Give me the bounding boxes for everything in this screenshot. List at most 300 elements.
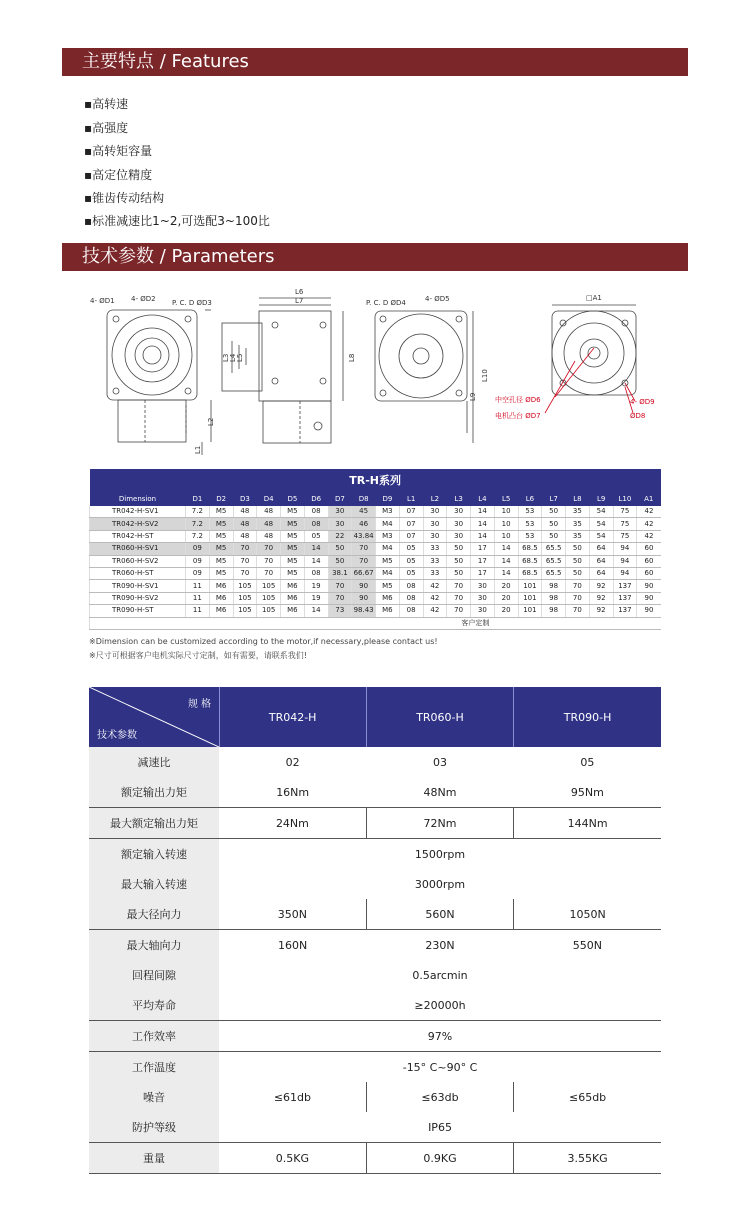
dim-cell: 17 (471, 567, 495, 579)
value-cell: 72Nm (366, 808, 513, 839)
dim-cell: 50 (328, 543, 352, 555)
dim-cell: 35 (566, 506, 590, 518)
dim-cell: 17 (471, 543, 495, 555)
dim-cell: 07 (399, 530, 423, 542)
feature-item: ▪高转速 (84, 97, 129, 111)
dim-cell: M6 (281, 580, 305, 592)
value-cell: 97% (219, 1021, 661, 1052)
dim-cell: 101 (518, 580, 542, 592)
dim-header-cell: D6 (304, 492, 328, 506)
dim-cell: 11 (186, 592, 210, 604)
dim-cell: 05 (399, 543, 423, 555)
label-l7: L7 (295, 297, 304, 305)
dim-cell: 05 (399, 555, 423, 567)
dim-cell: 70 (352, 555, 376, 567)
dim-cell: 60 (637, 555, 661, 567)
dim-cell: 70 (352, 543, 376, 555)
dim-cell: M6 (376, 605, 400, 617)
dim-cell: M6 (209, 605, 233, 617)
dim-cell: 60 (637, 543, 661, 555)
dim-cell: 17 (471, 555, 495, 567)
dim-header-cell: D9 (376, 492, 400, 506)
dim-cell: 50 (542, 530, 566, 542)
dim-table-row (90, 592, 661, 604)
dim-table-row (90, 555, 661, 567)
value-cell: 1500rpm (414, 847, 466, 861)
dim-cell: 14 (471, 506, 495, 518)
dim-cell: 33 (423, 567, 447, 579)
label-l10: L10 (481, 369, 489, 382)
label-d5: 4- ØD5 (425, 295, 450, 303)
row-label: 重量 (89, 1143, 219, 1174)
value-cell: 550N (572, 938, 602, 952)
dim-cell: 70 (447, 580, 471, 592)
dim-cell: 90 (637, 592, 661, 604)
dim-cell: 137 (613, 592, 637, 604)
dim-cell: 50 (447, 555, 471, 567)
dim-cell: 48 (233, 530, 257, 542)
dim-cell: M5 (209, 555, 233, 567)
dim-cell: 50 (566, 567, 590, 579)
dim-cell: M5 (281, 567, 305, 579)
dim-cell: 43.84 (352, 530, 376, 542)
dim-cell: 64 (589, 543, 613, 555)
dim-table-row (90, 567, 661, 579)
dim-cell: 33 (423, 555, 447, 567)
dim-cell: M5 (281, 530, 305, 542)
dim-cell: 30 (328, 518, 352, 530)
label-d3: P. C. D ØD3 (172, 299, 212, 307)
row-temp (89, 1052, 661, 1083)
dim-cell: 53 (518, 518, 542, 530)
dim-cell: 09 (186, 543, 210, 555)
row-label: 额定输出力矩 (89, 777, 219, 808)
value-cell: 160N (278, 938, 308, 952)
dim-cell: 42 (423, 605, 447, 617)
note-chinese: ※尺寸可根据客户电机实际尺寸定制，如有需要，请联系我们! (89, 651, 307, 660)
dim-cell: 65.5 (542, 543, 566, 555)
dim-cell: M5 (281, 506, 305, 518)
dim-cell: 30 (447, 506, 471, 518)
dim-cell: M6 (281, 592, 305, 604)
row-weight (89, 1143, 661, 1174)
dim-cell: 70 (447, 592, 471, 604)
parameter-table (89, 687, 661, 1174)
dim-cell: 48 (233, 506, 257, 518)
dim-cell: 11 (186, 580, 210, 592)
dim-header-cell: L1 (399, 492, 423, 506)
dim-cell: 70 (328, 580, 352, 592)
dim-cell: M4 (376, 518, 400, 530)
dim-cell: M6 (281, 605, 305, 617)
row-rated-torque (89, 777, 661, 808)
dim-cell: 66.67 (352, 567, 376, 579)
dim-cell: 20 (494, 592, 518, 604)
label-l1: L1 (194, 445, 202, 454)
feature-item: ▪高强度 (84, 121, 129, 135)
row-protection (89, 1112, 661, 1143)
dim-header-cell: L6 (518, 492, 542, 506)
label-d8: ØD8 (630, 412, 646, 420)
dim-header-cell: L2 (423, 492, 447, 506)
dim-cell: 08 (304, 506, 328, 518)
dim-cell: 30 (471, 580, 495, 592)
row-backlash (89, 960, 661, 990)
dim-cell: 70 (257, 543, 281, 555)
dim-header-cell: D4 (257, 492, 281, 506)
dim-cell: 75 (613, 518, 637, 530)
dim-cell: 105 (233, 592, 257, 604)
dim-cell: M5 (209, 567, 233, 579)
dim-header-cell: L7 (542, 492, 566, 506)
dim-cell: 09 (186, 567, 210, 579)
dim-cell: 14 (494, 555, 518, 567)
row-label: 最大径向力 (89, 899, 219, 930)
row-label: 额定输入转速 (89, 839, 219, 870)
row-label: 工作效率 (89, 1021, 219, 1052)
dim-table-row (90, 543, 661, 555)
dim-cell: 54 (589, 530, 613, 542)
value-cell: 16Nm (219, 777, 366, 808)
dim-cell: M6 (376, 592, 400, 604)
dim-row-name: TR060-H-ST (90, 567, 186, 579)
dim-header-cell: L8 (566, 492, 590, 506)
label-a1: □A1 (586, 294, 602, 302)
dim-cell: 70 (257, 567, 281, 579)
dim-row-name: TR042-H-SV1 (90, 506, 186, 518)
value-cell: 24Nm (219, 808, 366, 839)
value-cell: ≤61db (273, 1090, 311, 1104)
row-label: 平均寿命 (89, 990, 219, 1021)
note-english: ※Dimension can be customized according to the motor,if necessary,please contact us! (89, 637, 438, 646)
dim-cell: 10 (494, 506, 518, 518)
feature-item: ▪锥齿传动结构 (84, 191, 165, 205)
dim-cell: M5 (209, 530, 233, 542)
dim-table-row (90, 580, 661, 592)
dim-cell: 94 (613, 567, 637, 579)
dim-cell: 105 (257, 592, 281, 604)
dim-table-header (90, 492, 661, 506)
value-cell: 02 (285, 755, 300, 769)
dim-cell: M5 (209, 543, 233, 555)
dim-header-cell: D5 (281, 492, 305, 506)
dim-cell: 70 (328, 592, 352, 604)
dim-cell: 70 (566, 605, 590, 617)
dim-cell: 42 (637, 530, 661, 542)
dim-cell: 70 (447, 605, 471, 617)
dim-cell: 08 (399, 580, 423, 592)
label-l3: L3 (222, 353, 230, 362)
dim-cell: M3 (376, 530, 400, 542)
dim-cell: M5 (209, 506, 233, 518)
dim-cell: 48 (233, 518, 257, 530)
label-d4: P. C. D ØD4 (366, 299, 406, 307)
value-cell: 0.9KG (366, 1143, 513, 1174)
value-cell: 0.5arcmin (412, 968, 468, 982)
dim-row-name: TR090-H-SV1 (90, 580, 186, 592)
dim-cell: 137 (613, 605, 637, 617)
dim-cell: 90 (352, 580, 376, 592)
dim-cell: 68.5 (518, 567, 542, 579)
dim-cell: 50 (447, 543, 471, 555)
dim-cell: 60 (637, 567, 661, 579)
value-cell: 144Nm (514, 808, 661, 839)
row-max-speed (89, 869, 661, 899)
dim-cell: 42 (637, 518, 661, 530)
dim-cell: 53 (518, 506, 542, 518)
dim-cell: 54 (589, 506, 613, 518)
dim-header-cell: L9 (589, 492, 613, 506)
dim-cell: 92 (589, 580, 613, 592)
dim-cell: 73 (328, 605, 352, 617)
dim-table-row (90, 530, 661, 542)
dim-table-title: TR-H系列 (90, 469, 661, 492)
dim-cell: 08 (399, 592, 423, 604)
row-life (89, 990, 661, 1021)
dim-cell: 08 (399, 605, 423, 617)
value-cell: 3000rpm (414, 877, 466, 891)
dim-header-cell: D7 (328, 492, 352, 506)
dim-cell: 92 (589, 592, 613, 604)
dim-cell: 70 (233, 567, 257, 579)
dim-cell: 50 (328, 555, 352, 567)
dim-cell: 64 (589, 555, 613, 567)
dim-cell: 50 (542, 506, 566, 518)
dim-cell: 137 (613, 580, 637, 592)
dim-cell: 30 (328, 506, 352, 518)
dim-header-cell: A1 (637, 492, 661, 506)
label-l2: L2 (207, 417, 215, 426)
dim-cell: M6 (209, 580, 233, 592)
value-cell: 0.5KG (219, 1143, 366, 1174)
row-radial (89, 899, 661, 930)
dim-cell: 14 (471, 518, 495, 530)
dim-cell: 70 (233, 555, 257, 567)
row-label: 噪音 (89, 1082, 219, 1112)
dim-cell: 75 (613, 506, 637, 518)
row-rated-speed (89, 839, 661, 870)
dim-cell: M5 (209, 518, 233, 530)
dim-table-body (90, 506, 661, 617)
row-axial (89, 930, 661, 961)
corner-top-label: 规 格 (187, 699, 211, 710)
dim-cell: 22 (328, 530, 352, 542)
value-cell: 560N (366, 899, 513, 930)
flange-view-drawing (552, 305, 636, 395)
value-cell: -15° C~90° C (402, 1060, 478, 1074)
dim-cell: 48 (257, 530, 281, 542)
dim-cell: 50 (447, 567, 471, 579)
dim-cell: 30 (423, 506, 447, 518)
corner-cell (89, 687, 219, 747)
label-d2: 4- ØD2 (131, 295, 156, 303)
label-l8: L8 (348, 353, 356, 362)
value-cell: ≤63db (366, 1082, 513, 1112)
value-cell: 95Nm (514, 777, 661, 808)
dim-cell: 08 (304, 518, 328, 530)
dim-cell: M5 (281, 543, 305, 555)
dim-cell: M5 (281, 555, 305, 567)
label-d6: 中空孔径 ØD6 (495, 396, 541, 404)
dim-cell: 65.5 (542, 555, 566, 567)
dim-header-cell: D8 (352, 492, 376, 506)
dim-cell: 45 (352, 506, 376, 518)
parameters-title: 技术参数 / Parameters (82, 246, 275, 267)
row-label: 最大额定输出力矩 (89, 808, 219, 839)
row-label: 工作温度 (89, 1052, 219, 1083)
dim-cell: 94 (613, 543, 637, 555)
dim-cell: 14 (494, 543, 518, 555)
dim-cell: 70 (566, 580, 590, 592)
value-cell: 3.55KG (514, 1143, 661, 1174)
dim-header-cell: D1 (186, 492, 210, 506)
label-l6: L6 (295, 288, 304, 296)
dim-cell: 65.5 (542, 567, 566, 579)
dim-cell: 54 (589, 518, 613, 530)
dim-cell: 19 (304, 592, 328, 604)
value-cell: IP65 (219, 1112, 661, 1143)
dim-header-cell: L5 (494, 492, 518, 506)
dim-cell: 11 (186, 605, 210, 617)
dim-cell: 30 (471, 592, 495, 604)
dim-cell: 08 (304, 567, 328, 579)
dim-cell: M3 (376, 506, 400, 518)
dim-cell: 10 (494, 530, 518, 542)
dim-cell: 05 (399, 567, 423, 579)
model-header: TR090-H (514, 687, 661, 747)
dim-cell: 14 (304, 555, 328, 567)
dim-header-cell: D3 (233, 492, 257, 506)
param-table-header (89, 687, 661, 747)
dim-cell: 68.5 (518, 543, 542, 555)
label-d1: 4- ØD1 (90, 297, 115, 305)
label-d7: 电机凸台 ØD7 (495, 412, 541, 420)
dim-cell: M5 (376, 580, 400, 592)
dim-cell: 70 (233, 543, 257, 555)
row-label: 最大输入转速 (89, 869, 219, 899)
dim-cell: 30 (423, 518, 447, 530)
dim-table-row (90, 518, 661, 530)
dim-row-name: TR090-H-SV2 (90, 592, 186, 604)
corner-bottom-label: 技术参数 (97, 730, 137, 741)
front-view-drawing (107, 310, 211, 455)
dimension-table (89, 469, 661, 630)
label-l5: L5 (236, 353, 244, 362)
dim-cell: 35 (566, 518, 590, 530)
label-l9: L9 (469, 392, 477, 401)
dim-cell: 105 (233, 580, 257, 592)
dim-cell: 101 (518, 592, 542, 604)
dim-table-row (90, 506, 661, 518)
dim-cell: 14 (304, 543, 328, 555)
row-label: 回程间隙 (89, 960, 219, 990)
dim-cell: 98.43 (352, 605, 376, 617)
dim-row-name: TR042-H-SV2 (90, 518, 186, 530)
parameters-banner (62, 243, 688, 271)
technical-drawings (85, 283, 665, 455)
dim-row-name: TR042-H-ST (90, 530, 186, 542)
dim-cell: 105 (257, 580, 281, 592)
custom-label: 客户定制 (90, 617, 661, 629)
dim-cell: 70 (566, 592, 590, 604)
dim-cell: 14 (494, 567, 518, 579)
dim-cell: 50 (542, 518, 566, 530)
row-label: 防护等级 (89, 1112, 219, 1143)
dim-cell: 33 (423, 543, 447, 555)
dim-cell: 10 (494, 518, 518, 530)
dim-cell: 07 (399, 518, 423, 530)
dim-cell: 105 (233, 605, 257, 617)
dim-cell: M4 (376, 567, 400, 579)
dim-cell: 35 (566, 530, 590, 542)
dim-row-name: TR090-H-ST (90, 605, 186, 617)
value-cell: 1050N (514, 899, 661, 930)
row-ratio (89, 747, 661, 777)
dim-cell: 98 (542, 580, 566, 592)
dim-cell: 105 (257, 605, 281, 617)
dim-cell: 90 (637, 605, 661, 617)
dim-cell: 30 (447, 518, 471, 530)
dim-row-name: TR060-H-SV1 (90, 543, 186, 555)
dim-cell: 90 (352, 592, 376, 604)
dim-cell: 07 (399, 506, 423, 518)
dim-cell: 20 (494, 605, 518, 617)
dim-header-cell: L10 (613, 492, 637, 506)
feature-item: ▪标准减速比1~2,可选配3~100比 (84, 214, 270, 228)
dim-cell: 7.2 (186, 518, 210, 530)
dim-cell: 14 (471, 530, 495, 542)
value-cell: 05 (580, 755, 595, 769)
dim-cell: 75 (613, 530, 637, 542)
model-header: TR042-H (219, 687, 366, 747)
features-banner (62, 48, 688, 76)
side-view-drawing (222, 298, 343, 443)
dim-cell: 98 (542, 605, 566, 617)
dim-row-name: TR060-H-SV2 (90, 555, 186, 567)
dim-cell: 20 (494, 580, 518, 592)
value-cell: 230N (425, 938, 455, 952)
dim-cell: 92 (589, 605, 613, 617)
dim-cell: 7.2 (186, 506, 210, 518)
row-label: 减速比 (89, 747, 219, 777)
features-title: 主要特点 / Features (82, 51, 249, 72)
value-cell: ≥20000h (219, 990, 661, 1021)
dim-cell: 42 (637, 506, 661, 518)
dim-cell: 50 (566, 555, 590, 567)
label-d9: 4- ØD9 (630, 398, 655, 406)
dim-cell: 30 (423, 530, 447, 542)
dim-cell: 46 (352, 518, 376, 530)
dim-cell: 53 (518, 530, 542, 542)
dim-header-cell: L4 (471, 492, 495, 506)
row-noise (89, 1082, 661, 1112)
row-max-torque (89, 808, 661, 839)
dim-cell: 38.1 (328, 567, 352, 579)
feature-item: ▪高定位精度 (84, 168, 153, 182)
model-header: TR060-H (366, 687, 513, 747)
dim-cell: 09 (186, 555, 210, 567)
value-cell: 350N (219, 899, 366, 930)
value-cell: ≤65db (514, 1082, 661, 1112)
feature-item: ▪高转矩容量 (84, 144, 153, 158)
dim-cell: 42 (423, 580, 447, 592)
dim-table-row (90, 605, 661, 617)
dim-cell: 7.2 (186, 530, 210, 542)
dim-header-cell: Dimension (90, 492, 186, 506)
dim-cell: 48 (257, 506, 281, 518)
dim-cell: 14 (304, 605, 328, 617)
value-cell: 48Nm (366, 777, 513, 808)
